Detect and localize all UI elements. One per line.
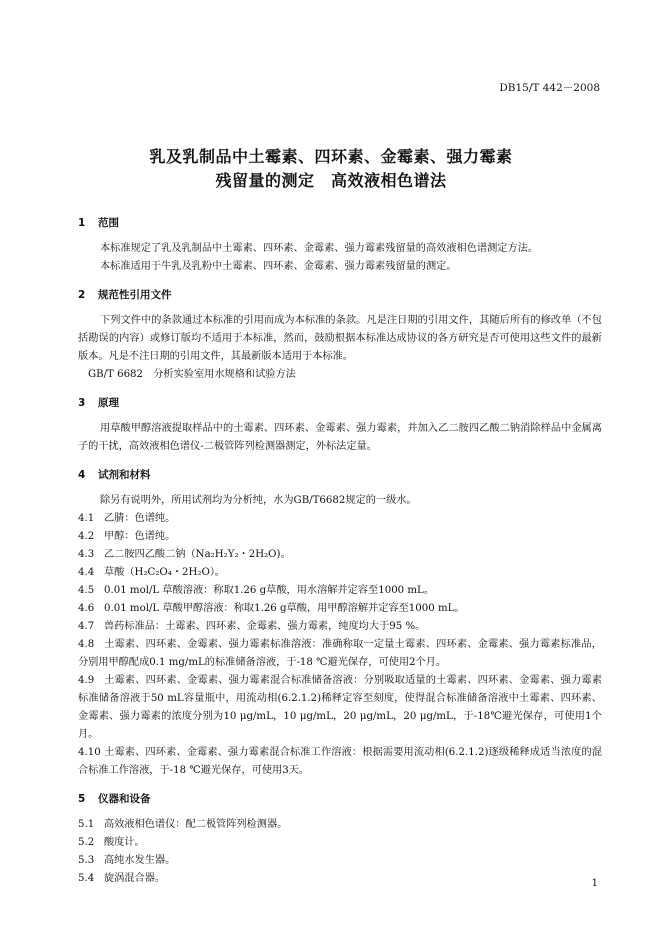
- paragraph: 除另有说明外，所用试剂均为分析纯，水为GB/T6682规定的一级水。: [100, 495, 417, 506]
- section-number: 2: [78, 289, 86, 301]
- list-item: 4.2 甲醇：色谱纯。: [78, 531, 176, 542]
- page-number: 1: [591, 878, 598, 889]
- list-item: 4.4 草酸（H₂C₂O₄・2H₂O）。: [78, 567, 226, 578]
- paragraph: 本标准规定了乳及乳制品中土霉素、四环素、金霉素、强力霉素残留量的高效液相色谱测定方法。: [100, 243, 539, 254]
- paragraph: 用草酸甲醇溶液提取样品中的土霉素、四环素、金霉素、强力霉素，并加入乙二胺四乙酸二钠消除样品中金属离子的干扰，高效液相色谱仪-二极管阵列检测器测定，外标法定量。: [78, 423, 602, 452]
- list-item: 4.3 乙二胺四乙酸二钠（Na₂H₂Y₂・2H₂O)。: [78, 549, 291, 560]
- section-title: 范围: [98, 217, 119, 229]
- section-heading: [78, 286, 602, 304]
- section-number: 4: [78, 469, 86, 481]
- section-number: 3: [78, 397, 86, 409]
- paragraph: 本标准适用于牛乳及乳粉中土霉素、四环素、金霉素、强力霉素残留量的测定。: [100, 261, 457, 272]
- list-item: 5.3 高纯水发生器。: [78, 855, 176, 866]
- section-heading: [78, 394, 602, 412]
- title-line-2: 残留量的测定 高效液相色谱法: [215, 171, 447, 190]
- list-item: 4.9 土霉素、四环素、金霉素、强力霉素混合标准储备溶液：分别吸取适量的土霉素、四环素、金霉素、强力霉素标准储备溶液于50 mL容量瓶中，用流动相(6.2.1.2)稀释定容至刻度，使得混合标准储备溶液中土霉素、四环素、金霉素、强力霉素的浓度分别为10 μg/mL，10 μg/mL，20 μg/mL，20 μg/mL，于-18℃避光保存，可使用1个月。: [78, 675, 602, 740]
- paragraph: 下列文件中的条款通过本标准的引用而成为本标准的条款。凡是注日期的引用文件，其随后所有的修改单（不包括勘误的内容）或修订版均不适用于本标准，然而，鼓励根据本标准达成协议的各方研究是否可使用这些文件的最新版本。凡是不注日期的引用文件，其最新版本适用于本标准。: [78, 315, 602, 362]
- section-title: 试剂和材料: [98, 469, 151, 481]
- list-item: 5.4 旋涡混合器。: [78, 873, 166, 884]
- list-item: 5.2 酸度计。: [78, 837, 145, 848]
- section-number: 1: [78, 217, 86, 229]
- normative-reference: GB/T 6682 分析实验室用水规格和试验方法: [88, 369, 296, 380]
- list-item: 4.5 0.01 mol/L 草酸溶液：称取1.26 g草酸，用水溶解并定容至1000 mL。: [78, 585, 435, 596]
- section-heading: [78, 214, 602, 232]
- section-number: 5: [78, 793, 86, 805]
- list-item: 5.1 高效液相色谱仪：配二极管阵列检测器。: [78, 819, 288, 830]
- list-item: 4.1 乙腈：色谱纯。: [78, 513, 176, 524]
- list-item: 4.6 0.01 mol/L 草酸甲醇溶液：称取1.26 g草酸，用甲醇溶解并定容至1000 mL。: [78, 603, 465, 614]
- list-item: 4.8 土霉素、四环素、金霉素、强力霉素标准溶液：准确称取一定量土霉素、四环素、金霉素、强力霉素标准品，分别用甲醇配成0.1 mg/mL的标准储备溶液，于-18 ℃避光保存，可使用2个月。: [78, 639, 602, 668]
- standard-code: DB15/T 442－2008: [499, 82, 600, 94]
- section-heading: [78, 790, 602, 808]
- section-title: 规范性引用文件: [98, 289, 172, 301]
- list-item: 4.7 兽药标准品：土霉素、四环素、金霉素、强力霉素，纯度均大于95 %。: [78, 621, 426, 632]
- section-heading: [78, 466, 602, 484]
- list-item: 4.10 土霉素、四环素、金霉素、强力霉素混合标准工作溶液：根据需要用流动相(6.2.1.2)逐级稀释成适当浓度的混合标准工作溶液，于-18 ℃避光保存，可使用3天。: [78, 747, 602, 776]
- title-line-1: 乳及乳制品中土霉素、四环素、金霉素、强力霉素: [149, 147, 513, 166]
- section-title: 仪器和设备: [98, 793, 151, 805]
- section-title: 原理: [98, 397, 119, 409]
- document-body: [78, 214, 602, 888]
